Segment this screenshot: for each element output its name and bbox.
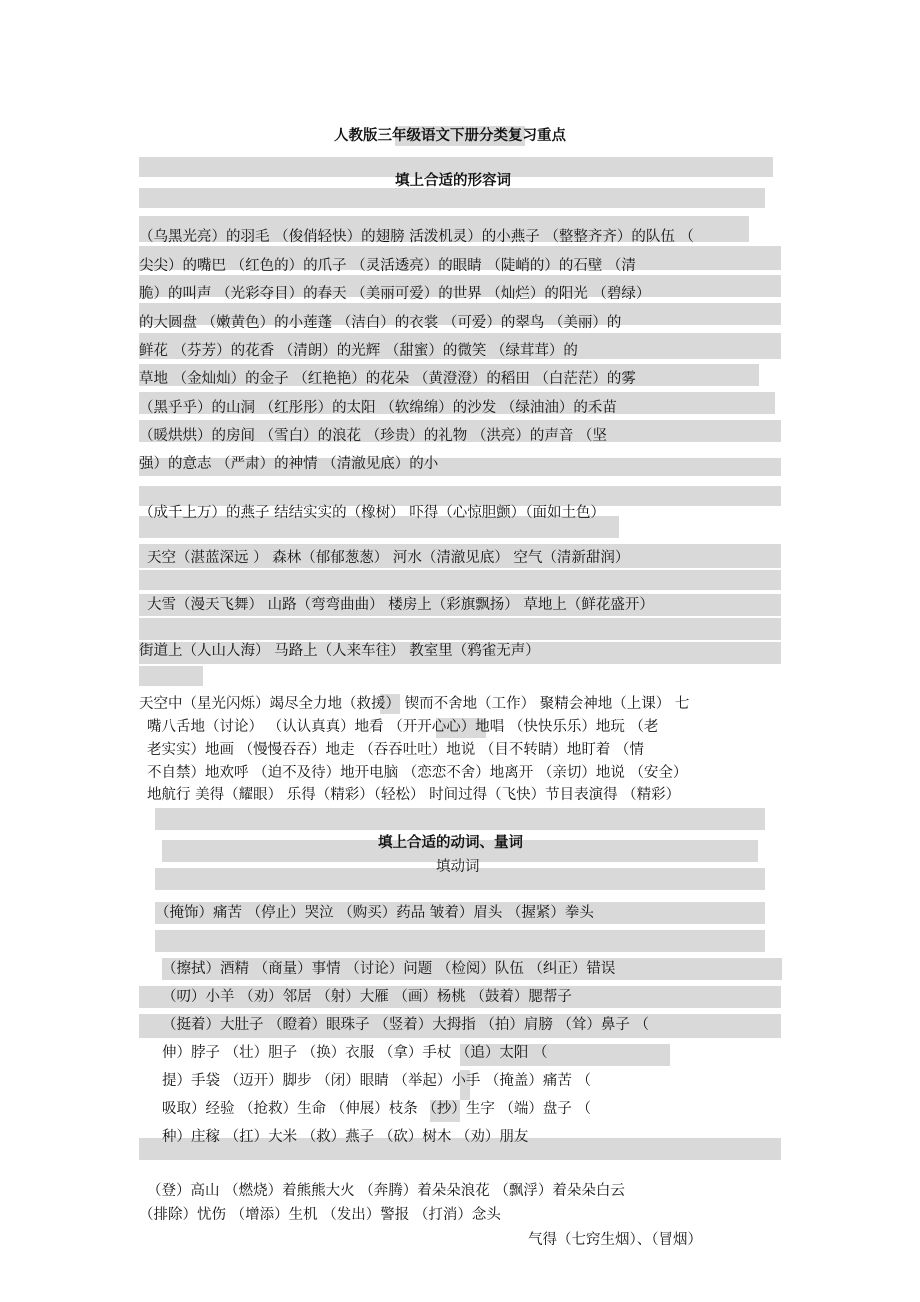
section-heading-adjectives: 填上合适的形容词	[395, 173, 511, 189]
text-line: 强）的意志 （严肃）的神情 （清澈见底）的小	[139, 456, 439, 472]
text-line: 提）手袋 （迈开）脚步 （闭）眼睛 （举起）小手 （掩盖）痛苦 （	[162, 1073, 592, 1089]
shade-band	[139, 618, 781, 640]
shade-band	[155, 808, 765, 830]
text-line: （乌黑光亮）的羽毛 （俊俏轻快）的翅膀 活泼机灵）的小燕子 （整整齐齐）的队伍 （	[139, 229, 694, 245]
text-line: （成千上万）的燕子 结结实实的（橡树） 吓得（心惊胆颤）（面如土色）	[139, 505, 605, 521]
text-line: 街道上（人山人海） 马路上（人来车往） 教室里（鸦雀无声）	[139, 643, 540, 659]
text-line: 草地 （金灿灿）的金子 （红艳艳）的花朵 （黄澄澄）的稻田 （白茫茫）的雾	[139, 371, 636, 387]
shade-band	[139, 188, 765, 208]
text-line: （排除）忧伤 （增添）生机 （发出）警报 （打消）念头	[139, 1207, 501, 1223]
text-line: 尖尖）的嘴巴 （红色的）的爪子 （灵活透亮）的眼睛 （陡峭的）的石壁 （清	[139, 258, 636, 274]
text-line: （登）高山 （燃烧）着熊熊大火 （奔腾）着朵朵浪花 （飘浮）着朵朵白云	[147, 1183, 625, 1199]
page-title: 人教版三年级语文下册分类复习重点	[334, 128, 566, 144]
text-line: 气得（七窍生烟）、（冒烟）	[528, 1232, 702, 1248]
text-line: 鲜花 （芬芳）的花香 （清朗）的光辉 （甜蜜）的微笑 （绿茸茸）的	[139, 343, 578, 359]
text-line: （叨）小羊 （劝）邻居 （射）大雁 （画）杨桃 （鼓着）腮帮子	[162, 989, 572, 1005]
text-line: （黑乎乎）的山洞 （红彤彤）的太阳 （软绵绵）的沙发 （绿油油）的禾苗	[139, 400, 617, 416]
subheading-verbs: 填动词	[436, 859, 480, 875]
text-line: 伸）脖子 （壮）胆子 （换）衣服 （拿）手杖 （追）太阳 （	[162, 1045, 548, 1061]
section-heading-verbs: 填上合适的动词、量词	[378, 835, 523, 851]
text-line: 地航行 美得（耀眼） 乐得（精彩）（轻松） 时间过得（飞快）节目表演得 （精彩）	[147, 787, 681, 803]
text-line: （掩饰）痛苦 （停止）哭泣 （购买）药品 皱着）眉头 （握紧）拳头	[155, 905, 594, 921]
shade-band	[155, 930, 765, 952]
text-line: 的大圆盘 （嫩黄色）的小莲蓬 （洁白）的衣裳 （可爱）的翠鸟 （美丽）的	[139, 315, 622, 331]
shade-band	[139, 666, 203, 686]
text-line: 吸取）经验 （抢救）生命 （伸展）枝条 （抄）生字 （端）盘子 （	[162, 1101, 592, 1117]
text-line: 脆）的叫声 （光彩夺目）的春天 （美丽可爱）的世界 （灿烂）的阳光 （碧绿）	[139, 286, 651, 302]
text-line: 嘴八舌地（讨论） （认认真真）地看 （开开心心）地唱 （快快乐乐）地玩 （老	[147, 719, 659, 735]
text-line: （擦拭）酒精 （商量）事情 （讨论）问题 （检阅）队伍 （纠正）错误	[162, 961, 616, 977]
text-line: 天空中（星光闪烁）竭尽全力地（救援） 锲而不舍地（工作） 聚精会神地（上课） 七	[139, 696, 690, 712]
text-line: （暖烘烘）的房间 （雪白）的浪花 （珍贵）的礼物 （洪亮）的声音 （坚	[139, 428, 607, 444]
text-line: 老实实）地画 （慢慢吞吞）地走 （吞吞吐吐）地说 （目不转睛）地盯着 （情	[147, 742, 644, 758]
text-line: 天空（湛蓝深远 ） 森林（郁郁葱葱） 河水（清澈见底） 空气（清新甜润）	[147, 550, 630, 566]
text-line: 种）庄稼 （扛）大米 （救）燕子 （砍）树木 （劝）朋友	[162, 1129, 529, 1145]
text-line: 大雪（漫天飞舞） 山路（弯弯曲曲） 楼房上（彩旗飘扬） 草地上（鲜花盛开）	[147, 597, 654, 613]
text-line: （挺着）大肚子 （瞪着）眼珠子 （竖着）大拇指 （拍）肩膀 （耸）鼻子 （	[162, 1017, 650, 1033]
shade-band	[139, 570, 781, 590]
text-line: 不自禁）地欢呼 （迫不及待）地开电脑 （恋恋不舍）地离开 （亲切）地说 （安全）	[147, 765, 688, 781]
